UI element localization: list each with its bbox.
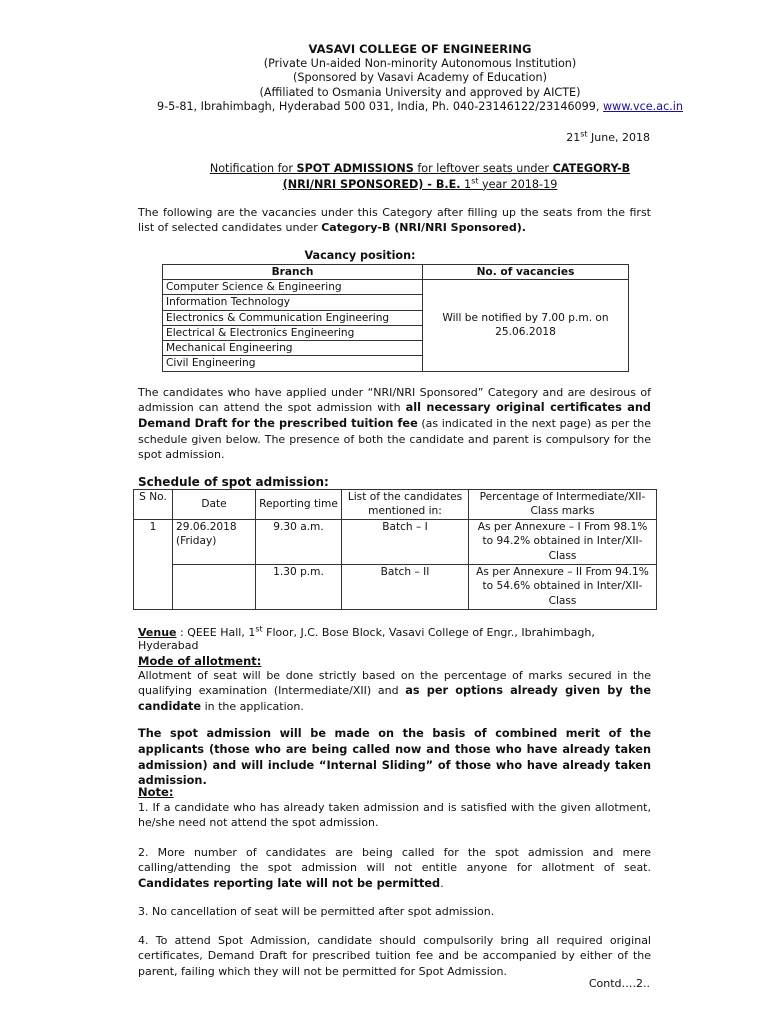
sponsor-line: (Sponsored by Vasavi Academy of Education) — [293, 71, 547, 84]
date-cell: 29.06.2018 (Friday) — [173, 519, 256, 564]
notification-line-2 — [282, 175, 558, 191]
title-bold-1: SPOT ADMISSIONS — [296, 162, 414, 175]
reporting-time-header: Reporting time — [256, 490, 342, 520]
notification-line-1 — [210, 162, 630, 175]
allotment-text-1: Allotment of seat will be done strictly based on the percentage of marks secured in the qualifying examination (Intermediate/XII) and — [138, 669, 651, 698]
branch-cell: Civil Engineering — [163, 356, 423, 371]
date-sup: st — [580, 129, 588, 139]
table-row — [134, 564, 657, 609]
title-text-4: year 2018-19 — [478, 177, 558, 191]
note-2 — [138, 845, 651, 892]
percentage-header: Percentage of Intermediate/XII-Class marks — [469, 490, 657, 520]
title-text-2: for leftover seats under — [413, 162, 553, 175]
branch-cell: Electrical & Electronics Engineering — [163, 325, 423, 340]
note-2-bold: Candidates reporting late will not be permitted — [138, 876, 441, 890]
percentage-cell: As per Annexure – II From 94.1% to 54.6% obtained in Inter/XII-Class — [469, 564, 657, 609]
allotment-heading: Mode of allotment: — [138, 654, 262, 668]
schedule-heading: Schedule of spot admission: — [138, 475, 329, 489]
affiliation-line: (Affiliated to Osmania University and approved by AICTE) — [259, 85, 581, 99]
continued-marker: Contd….2.. — [588, 977, 650, 990]
address-line — [140, 100, 700, 115]
title-text-1: Notification for — [209, 162, 297, 175]
institution-type: (Private Un-aided Non-minority Autonomous Institution) — [263, 56, 577, 70]
venue-label: Venue — [138, 626, 177, 639]
note-3: 3. No cancellation of seat will be permitted after spot admission. — [138, 905, 495, 918]
merit-paragraph: The spot admission will be made on the basis of combined merit of the applicants (those who are being called now and those who have already taken admission) and will include “Internal Sliding” of those who have already taken admission. — [138, 727, 651, 788]
letterhead — [140, 42, 700, 115]
vacancy-heading: Vacancy position: — [304, 249, 416, 262]
date-day: 21 — [566, 131, 581, 144]
note-2-end: . — [440, 876, 444, 890]
batch-cell: Batch – II — [342, 564, 469, 609]
college-name: VASAVI COLLEGE OF ENGINEERING — [308, 42, 532, 56]
title-bold-3: (NRI/NRI SPONSORED) - B.E. — [282, 177, 461, 191]
table-row — [163, 280, 629, 295]
allotment-text-2: in the application. — [201, 700, 304, 714]
batch-cell: Batch – I — [342, 519, 469, 564]
note-heading: Note: — [138, 785, 174, 799]
intro-paragraph — [138, 205, 651, 236]
venue-text-1: : QEEE Hall, 1 — [176, 626, 256, 639]
branch-cell: Mechanical Engineering — [163, 341, 423, 356]
candidate-list-header: List of the candidates mentioned in: — [342, 490, 469, 520]
allotment-bold: as per options already given by the candidate — [138, 684, 651, 714]
note-1: 1. If a candidate who has already taken admission and is satisfied with the given allotment, he/she need not attend the spot admission. — [138, 801, 651, 830]
venue-line — [138, 626, 658, 652]
branch-cell: Electronics & Communication Engineering — [163, 310, 423, 325]
note-2-text: 2. More number of candidates are being called for the spot admission and mere calling/attending the spot admission will not entitle anyone for allotment of seat. — [138, 846, 651, 875]
vacancy-table — [162, 264, 629, 372]
para2-bold: all necessary original certificates and Demand Draft for the prescribed tuition fee — [138, 401, 651, 431]
address-text: 9-5-81, Ibrahimbagh, Hyderabad 500 031, India, Ph. 040-23146122/23146099, — [157, 100, 604, 113]
branch-cell: Information Technology — [163, 295, 423, 310]
title-text-3: 1 — [460, 177, 472, 191]
time-cell: 9.30 a.m. — [256, 519, 342, 564]
sno-header: S No. — [134, 490, 173, 520]
sno-cell: 1 — [134, 519, 173, 609]
allotment-paragraph — [138, 668, 651, 715]
branch-cell: Computer Science & Engineering — [163, 280, 423, 295]
branch-column-header: Branch — [163, 265, 423, 280]
vacancies-column-header: No. of vacancies — [423, 265, 629, 280]
vacancy-note-cell: Will be notified by 7.00 p.m. on 25.06.2018 — [423, 280, 629, 372]
date-cell — [173, 564, 256, 609]
note-4: 4. To attend Spot Admission, candidate should compulsorily bring all required original certificates, Demand Draft for prescribed tuition fee and be accompanied by either of the parent, failing which they will not be permitted for Spot Admission. — [138, 934, 651, 978]
intro-text: The following are the vacancies under this Category after filling up the seats from the first list of selected candidates under — [138, 206, 651, 235]
title-sup: st — [471, 175, 479, 185]
schedule-table — [133, 489, 657, 610]
date-header: Date — [173, 490, 256, 520]
table-row — [134, 519, 657, 564]
percentage-cell: As per Annexure – I From 98.1% to 94.2% obtained in Inter/XII-Class — [469, 519, 657, 564]
attendance-paragraph — [138, 385, 651, 463]
website-link[interactable]: www.vce.ac.in — [603, 100, 683, 113]
intro-bold: Category-B (NRI/NRI Sponsored). — [321, 221, 526, 235]
time-cell: 1.30 p.m. — [256, 564, 342, 609]
venue-text-2: Floor, J.C. Bose Block, Vasavi College of Engr., Ibrahimbagh, Hyderabad — [138, 626, 595, 652]
vacancy-header-row — [163, 265, 629, 280]
date-rest: June, 2018 — [587, 131, 650, 144]
para2-text-2: (as indicated in the next page) as per the schedule given below. The presence of both the candidate and parent is compulsory for the spot admission. — [138, 417, 651, 462]
title-bold-2: CATEGORY-B — [552, 162, 631, 175]
notice-date — [520, 131, 650, 144]
schedule-header-row — [134, 490, 657, 520]
para2-text-1: The candidates who have applied under “NRI/NRI Sponsored” Category and are desirous of admission can attend the spot admission with — [138, 386, 651, 415]
venue-sup: st — [255, 624, 263, 634]
notification-title — [140, 161, 700, 192]
